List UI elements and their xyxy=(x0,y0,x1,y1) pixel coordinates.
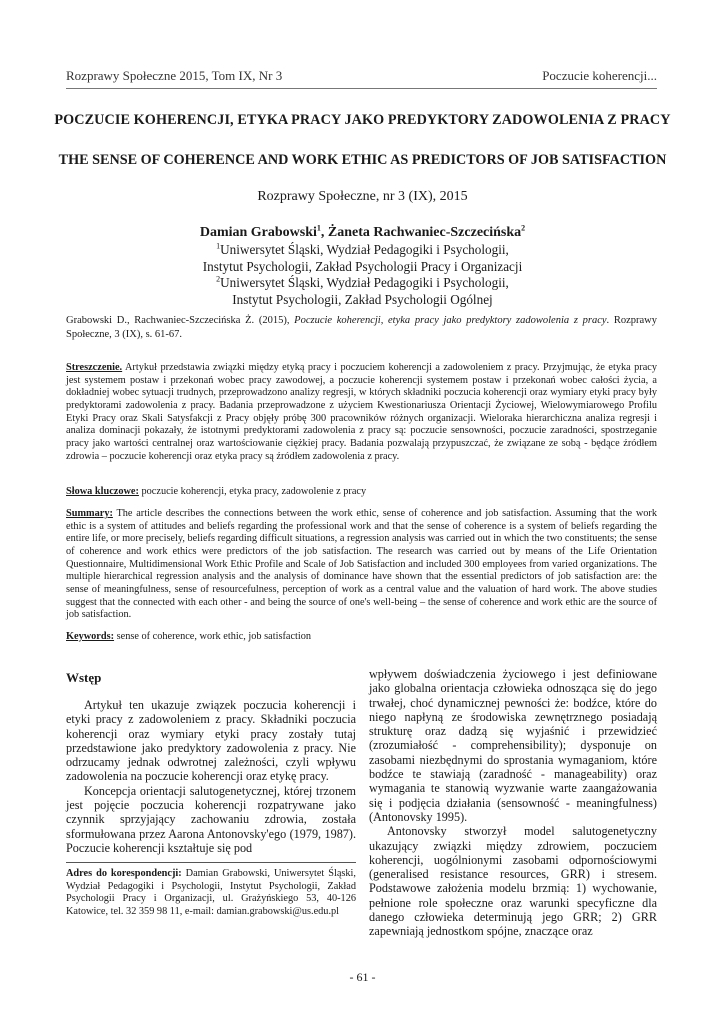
citation-authors: Grabowski D., Rachwaniec-Szczecińska Ż. (2015), xyxy=(66,315,295,326)
abstract-english-label: Summary: xyxy=(66,508,113,519)
affiliation-2-mark: 2 xyxy=(216,274,221,284)
affiliation-1-text: Uniwersytet Śląski, Wydział Pedagogiki i Psychologii, xyxy=(220,242,509,257)
section-heading-introduction: Wstęp xyxy=(66,670,102,685)
affiliation-line-1 xyxy=(40,242,685,259)
affiliations xyxy=(40,242,685,308)
journal-subtitle: Rozprawy Społeczne, nr 3 (IX), 2015 xyxy=(257,189,468,204)
page-number: - 61 - xyxy=(349,970,376,984)
footnote-rule xyxy=(66,862,356,863)
correspondence-footnote xyxy=(66,868,356,919)
author-2: Żaneta Rachwaniec-Szczecińska xyxy=(327,225,522,240)
affiliation-line-4: Instytut Psychologii, Zakład Psychologii Ogólnej xyxy=(232,291,493,307)
keywords-polish-text: poczucie koherencji, etyka pracy, zadowolenie z pracy xyxy=(138,486,367,497)
affiliation-line-2: Instytut Psychologii, Zakład Psychologii Pracy i Organizacji xyxy=(202,258,523,274)
body-column-left xyxy=(66,698,356,855)
body-column-right xyxy=(369,667,657,939)
author-2-affiliation-mark: 2 xyxy=(521,223,526,233)
keywords-polish xyxy=(66,486,657,499)
abstract-english xyxy=(66,508,657,622)
header-rule xyxy=(66,88,657,89)
citation-source: . Rozprawy Społeczne, 3 (IX), s. 61-67. xyxy=(66,315,657,340)
affiliation-2-text: Uniwersytet Śląski, Wydział Pedagogiki i Psychologii, xyxy=(220,275,509,291)
author-1-affiliation-mark: 1 xyxy=(316,223,321,233)
citation xyxy=(66,314,657,342)
citation-title: Poczucie koherencji, etyka pracy jako predyktory zadowolenia z pracy xyxy=(294,315,607,326)
affiliation-line-3 xyxy=(40,275,685,292)
keywords-english-label: Keywords: xyxy=(66,631,115,642)
affiliation-1-mark: 1 xyxy=(216,241,221,251)
abstract-polish xyxy=(66,362,657,463)
footnote-label: Adres do korespondencji: xyxy=(66,868,182,879)
author-line xyxy=(40,225,685,241)
body-paragraph-continued: wpływem doświadczenia życiowego i jest definiowane jako globalna orientacja człowieka odnosząca się do jego trwałej, choć dynamicznej pewności że: bodźce, które do niego napłyną ze środowiska zewnętrznego posiadają strukturę oraz dadzą się wyjaśnić i przewidzieć (zrozumiałość - comprehensibility); dysponuje on zasobami niezbędnymi do sprostania wymaganiom, które bodźce te stawiają (zaradność - manageability) oraz wymagania te stanowią wyzwanie warte zaangażowania się i podjęcia działania (sensowność - meaningfulness) (Antonovsky 1995). xyxy=(369,667,657,824)
intro-paragraph-1: Artykuł ten ukazuje związek poczucia koherencji i etyki pracy z zadowoleniem z pracy. Składniki poczucia koherencji oraz wymiary etyki pracy zostały tutaj przedstawione jako predyktory zadowolenia z pracy. Nie odrzucamy jednak odwrotnej zależności, czyli wpływu zadowolenia na poczucie koherencji oraz etykę pracy. xyxy=(66,698,356,784)
title-polish: POCZUCIE KOHERENCJI, ETYKA PRACY JAKO PREDYKTORY ZADOWOLENIA Z PRACY xyxy=(54,112,671,128)
footnote-text: Damian Grabowski, Uniwersytet Śląski, Wydział Pedagogiki i Psychologii, Instytut Psychologii, Zakład Psychologii Pracy i Organizacji, ul. Grażyńskiego 53, 40-126 Katowice, tel. 32 359 98 11, e-mail: damian.grabowski@us.edu.pl xyxy=(66,868,356,918)
author-1: Damian Grabowski xyxy=(199,225,317,240)
keywords-english-text: sense of coherence, work ethic, job satisfaction xyxy=(114,631,312,642)
keywords-english xyxy=(66,631,657,644)
abstract-polish-label: Streszczenie. xyxy=(66,362,123,373)
running-header-left: Rozprawy Społeczne 2015, Tom IX, Nr 3 xyxy=(66,68,283,83)
author-separator: , xyxy=(320,225,328,240)
keywords-polish-label: Słowa kluczowe: xyxy=(66,486,139,497)
title-english: THE SENSE OF COHERENCE AND WORK ETHIC AS PREDICTORS OF JOB SATISFACTION xyxy=(58,152,667,168)
abstract-english-text: The article describes the connections between the work ethic, sense of coherence and job satisfaction. Assuming that the work ethic is a system of attitudes and beliefs regarding the professional work and that the sense of coherence is a system of beliefs regarding the entire life, or more precisely, beliefs regarding difficult situations, a regression analysis was carried out in which the two constituents; the sense of coherence and work ethics were predictors of the job satisfaction. The research was carried out by means of the Life Orientation Questionnaire, Multidimensional Work Ethic Profile and Scale of Job Satisfaction and included 300 employees from varied organizations. The multiple hierarchical regression analysis and the analysis of dominance have shown that the essential predictors of job satisfaction are: the sense of meaningfulness, sense of resourcefulness, perception of work as a central value and the valuation of hard work. The above studies suggest that the connected with each other - and being the source of one's well-being – the sense of coherence and work ethic are the source of job satisfaction. xyxy=(66,508,657,621)
abstract-polish-text: Artykuł przedstawia związki między etyką pracy i poczuciem koherencji a zadowoleniem z pracy. Przyjmując, że etyka pracy jest systemem postaw i przekonań wobec pracy zawodowej, a poczucie koherencji systemem postaw i przekonań wobec całości życia, a dokładniej wobec sytuacji trudnych, przeprowadzono analizy regresji, w których składniki poczucia koherencji oraz wymiary etyki pracy były predyktorami zadowolenia z pracy. Badania przeprowadzone z użyciem Kwestionariusza Orientacji Życiowej, Wielowymiarowego Profilu Etyki Pracy oraz Skali Satysfakcji z Pracy objęły próbę 300 pracowników różnych organizacji. Wieloraka hierarchiczna analiza regresji i analiza dominacji pokazały, że istotnymi predyktorami zadowolenia z pracy są: poczucie sensowności, poczucie zaradności, spostrzeganie pracy jako wartości centralnej oraz wartościowanie ciężkiej pracy. Badania pozwalają przypuszczać, że związane ze sobą - będące źródłem zdrowia – poczucie koherencji oraz etyka pracy są źródłem zadowolenia z pracy. xyxy=(66,362,657,462)
intro-paragraph-2: Koncepcja orientacji salutogenetycznej, której trzonem jest pojęcie poczucia koherencji rozpatrywane jako czynnik sprzyjający zachowaniu zdrowia, została sformułowana przez Aarona Antonovsky'ego (1979, 1987). Poczucie koherencji kształtuje się pod xyxy=(66,783,356,855)
running-header-right: Poczucie koherencji... xyxy=(542,68,657,83)
body-paragraph-antonovsky: Antonovsky stworzył model salutogenetyczny ukazujący związki między zdrowiem, poczuciem koherencji, uogólnionymi zasobami odpornościowymi (generalised resistance resources, GRR) i stresem. Podstawowe założenia modelu brzmią: 1) wychowanie, pełnione role społeczne oraz warunki specyficzne dla danego człowieka determinują jego GRR; 2) GRR zapewniają jednostkom spójne, znaczące oraz xyxy=(369,824,657,939)
